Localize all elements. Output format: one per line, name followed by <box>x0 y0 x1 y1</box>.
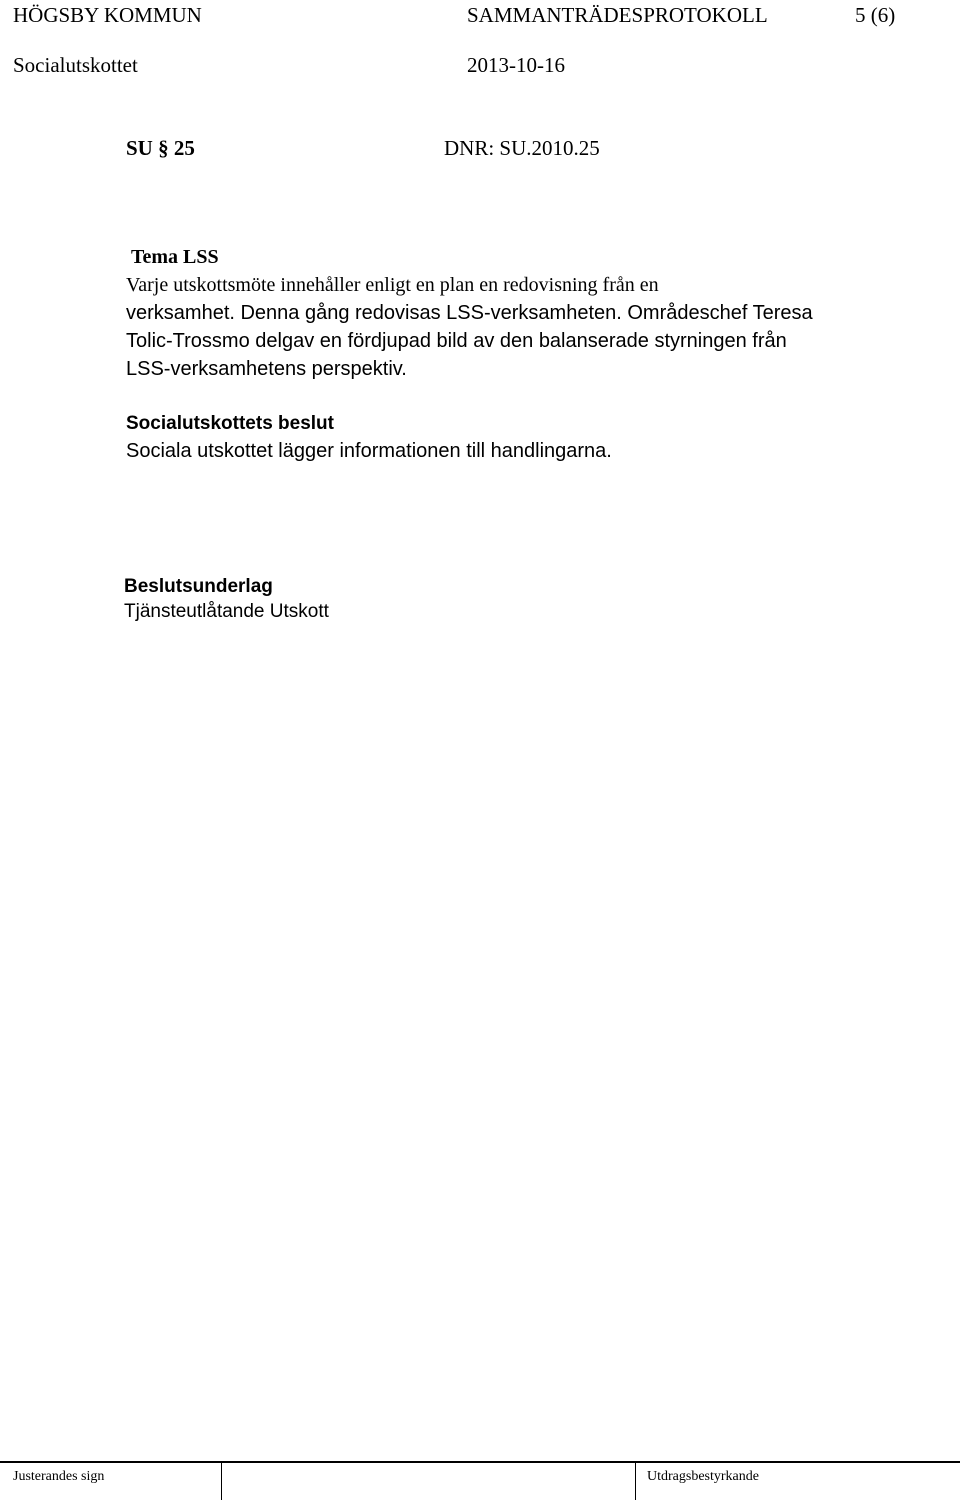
page-number: 5 (6) <box>855 3 896 27</box>
topic-line: Varje utskottsmöte innehåller enligt en plan en redovisning från en <box>126 274 659 296</box>
signature-footer <box>0 1461 960 1500</box>
case-number: SU § 25 <box>126 136 195 160</box>
decision-heading: Socialutskottets beslut <box>126 413 334 434</box>
meeting-date: 2013-10-16 <box>467 53 565 77</box>
committee-name: Socialutskottet <box>13 53 138 77</box>
topic-body <box>126 271 886 383</box>
topic-line: Tolic-Trossmo delgav en fördjupad bild av den balanserade styrningen från <box>126 330 787 352</box>
diary-number: DNR: SU.2010.25 <box>444 136 600 160</box>
utdragsbestyrkande-label: Utdragsbestyrkande <box>647 1469 759 1484</box>
footer-cell-justerandes <box>0 1463 222 1500</box>
basis-heading: Beslutsunderlag <box>124 576 273 597</box>
topic-line: LSS-verksamhetens perspektiv. <box>126 358 407 380</box>
basis-text: Tjänsteutlåtande Utskott <box>124 601 329 622</box>
decision-text: Sociala utskottet lägger informationen till handlingarna. <box>126 440 612 462</box>
protocol-title: SAMMANTRÄDESPROTOKOLL <box>467 3 768 27</box>
topic-heading: Tema LSS <box>131 246 219 268</box>
justerandes-sign-label: Justerandes sign <box>13 1469 105 1484</box>
footer-cell-signature <box>222 1463 636 1500</box>
footer-cell-utdrag <box>636 1463 959 1500</box>
topic-line: verksamhet. Denna gång redovisas LSS-verksamheten. Områdeschef Teresa <box>126 302 813 324</box>
municipality-name: HÖGSBY KOMMUN <box>13 3 202 27</box>
